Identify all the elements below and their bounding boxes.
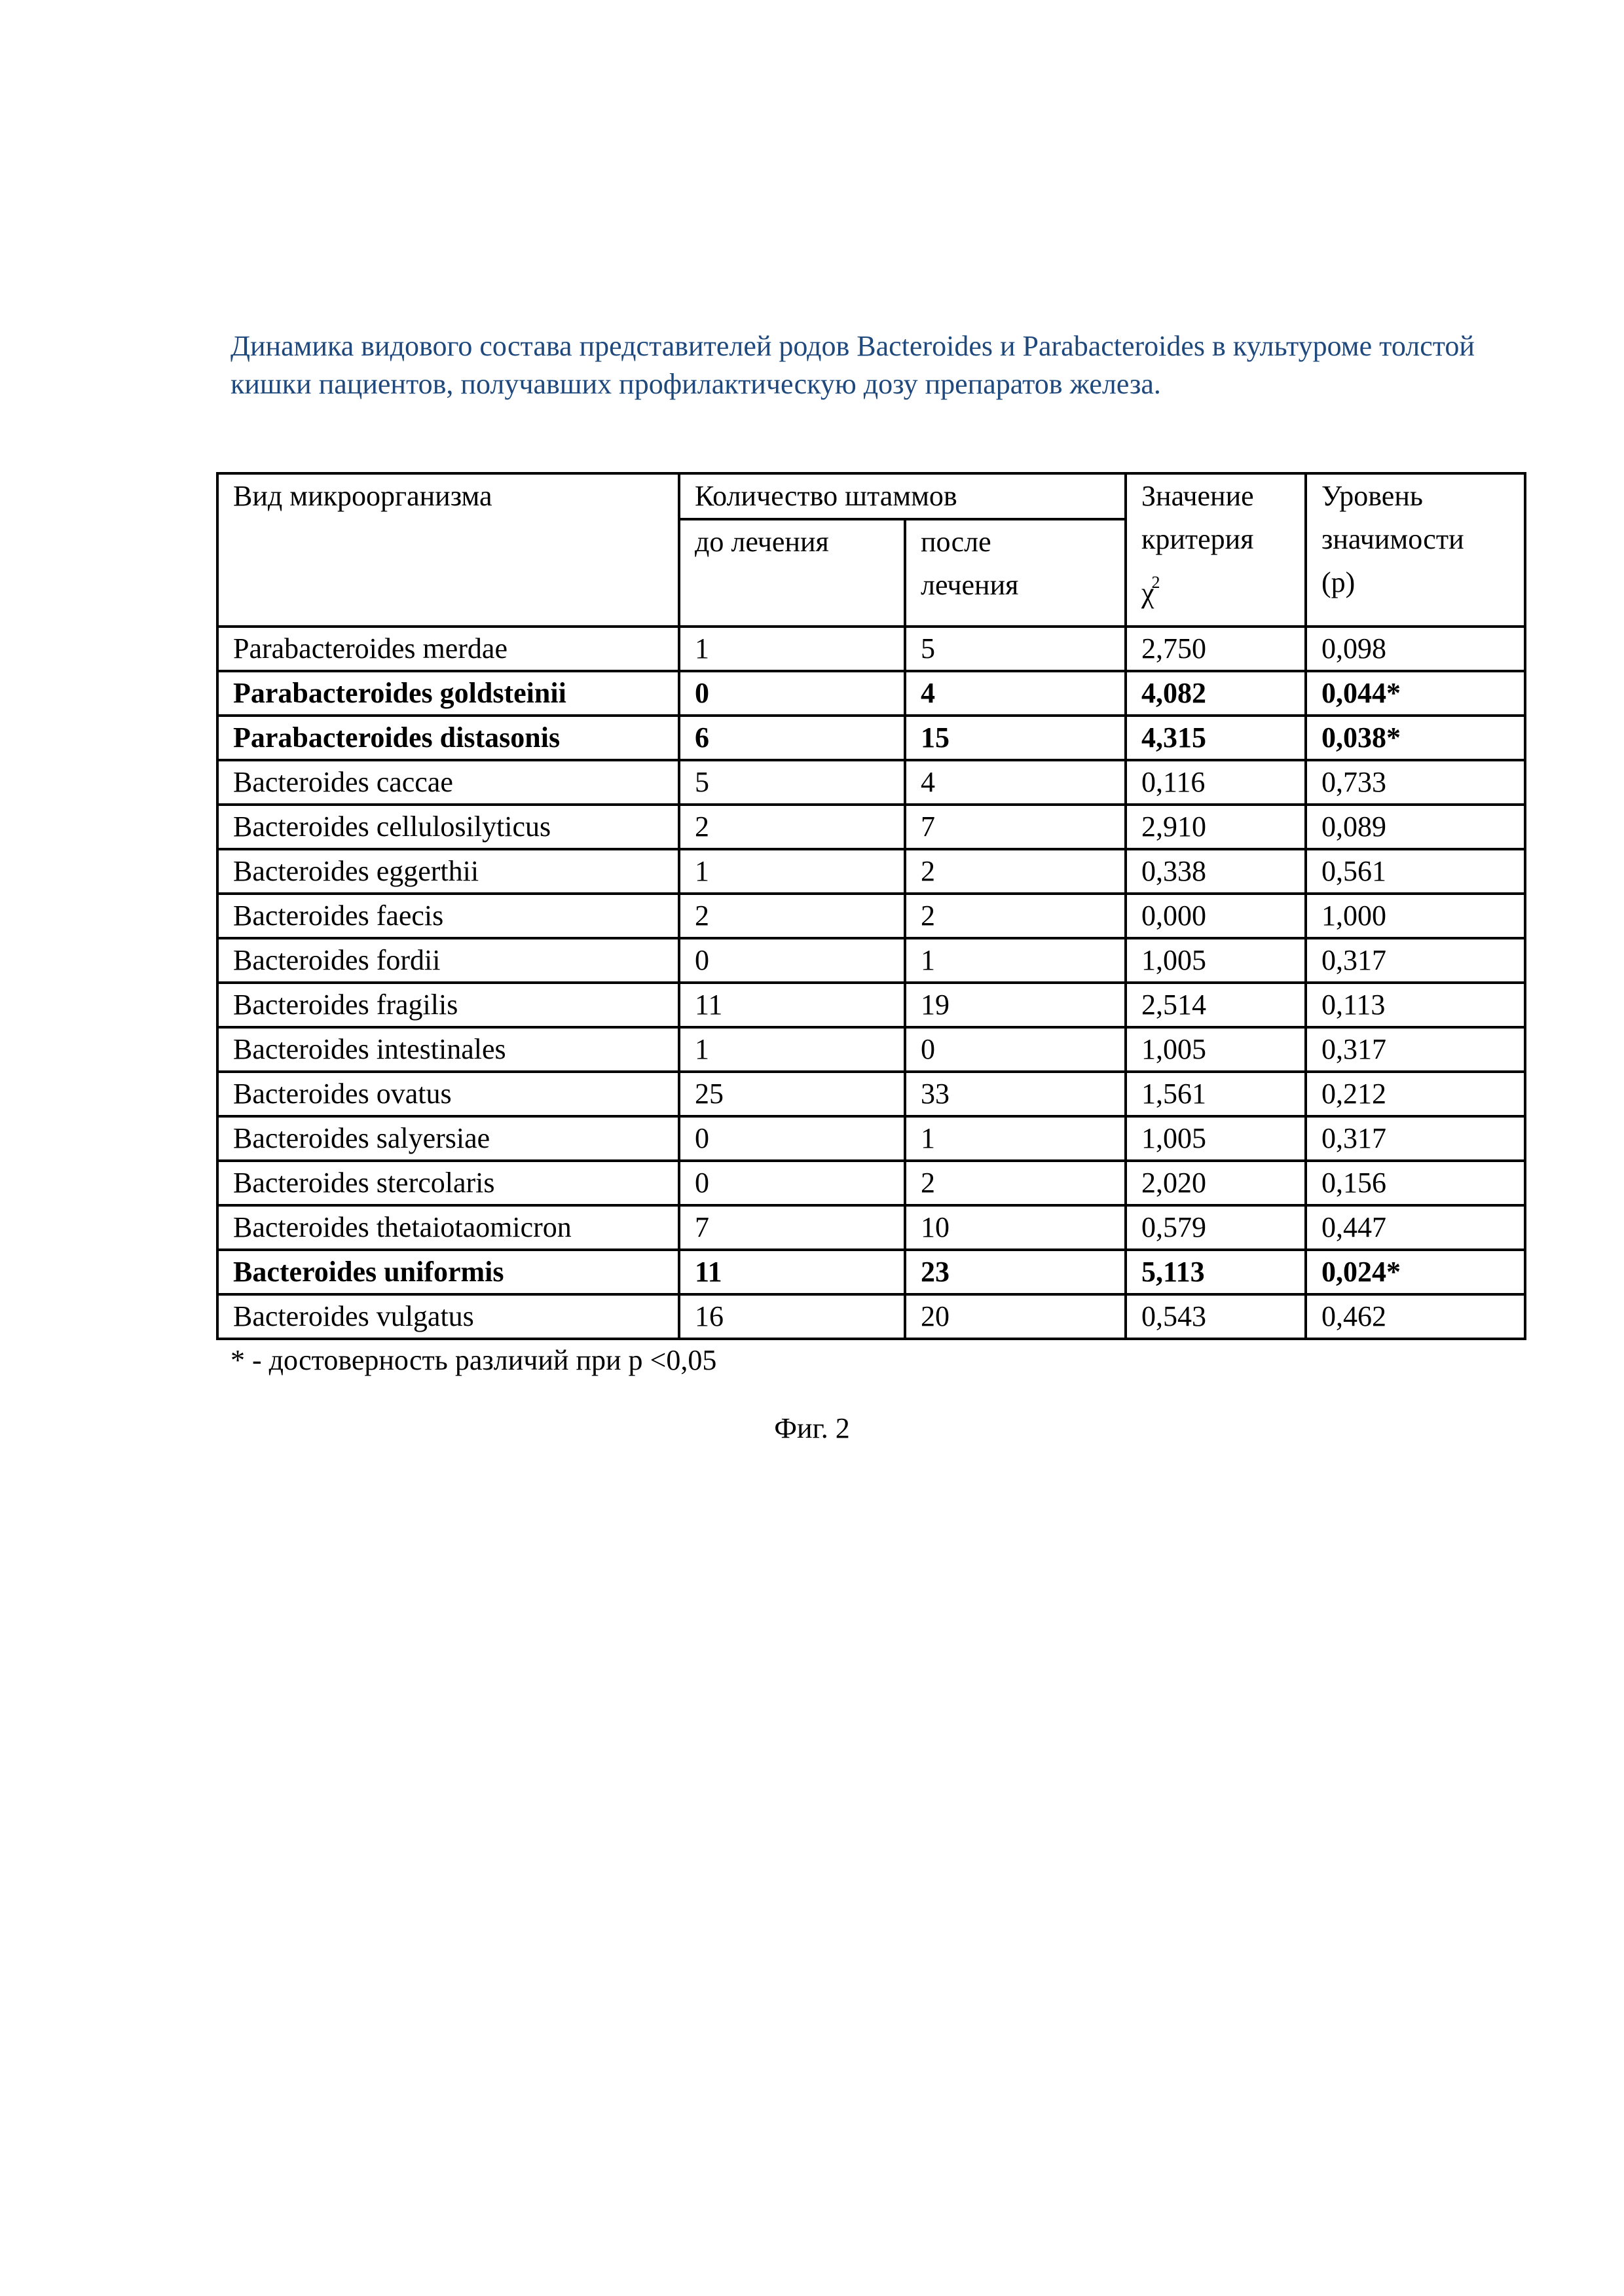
cell-species: Bacteroides intestinales (217, 1027, 679, 1072)
cell-p-value: 1,000 (1306, 894, 1525, 938)
cell-chi2: 2,750 (1126, 627, 1306, 671)
cell-species: Bacteroides fordii (217, 938, 679, 983)
table-row (217, 805, 1525, 849)
cell-before: 7 (679, 1205, 905, 1250)
table-row (217, 1072, 1525, 1116)
cell-before: 1 (679, 1027, 905, 1072)
cell-species: Bacteroides faecis (217, 894, 679, 938)
cell-p-value: 0,024* (1306, 1250, 1525, 1294)
table-row (217, 1294, 1525, 1339)
cell-before: 0 (679, 1161, 905, 1205)
cell-p-value: 0,447 (1306, 1205, 1525, 1250)
table-row (217, 627, 1525, 671)
table-row (217, 1161, 1525, 1205)
cell-chi2: 0,579 (1126, 1205, 1306, 1250)
cell-chi2: 2,020 (1126, 1161, 1306, 1205)
table-row (217, 760, 1525, 805)
cell-chi2: 0,338 (1126, 849, 1306, 894)
chi-symbol: χ (1141, 577, 1154, 609)
cell-after: 33 (905, 1072, 1126, 1116)
cell-p-value: 0,156 (1306, 1161, 1525, 1205)
header-strain-count: Количество штаммов (679, 473, 1126, 519)
cell-chi2: 1,561 (1126, 1072, 1306, 1116)
cell-chi2: 1,005 (1126, 1116, 1306, 1161)
table-row (217, 671, 1525, 716)
cell-species: Bacteroides vulgatus (217, 1294, 679, 1339)
cell-species: Bacteroides fragilis (217, 983, 679, 1027)
cell-after: 5 (905, 627, 1126, 671)
cell-before: 0 (679, 1116, 905, 1161)
cell-chi2: 0,543 (1126, 1294, 1306, 1339)
header-species: Вид микроорганизма (217, 473, 679, 627)
cell-p-value: 0,089 (1306, 805, 1525, 849)
cell-species: Parabacteroides distasonis (217, 716, 679, 760)
table-row (217, 1250, 1525, 1294)
cell-p-value: 0,044* (1306, 671, 1525, 716)
cell-chi2: 2,514 (1126, 983, 1306, 1027)
cell-before: 25 (679, 1072, 905, 1116)
cell-p-value: 0,113 (1306, 983, 1525, 1027)
cell-p-value: 0,317 (1306, 1116, 1525, 1161)
cell-chi2: 0,116 (1126, 760, 1306, 805)
species-table (216, 472, 1526, 1340)
table-row (217, 983, 1525, 1027)
cell-species: Bacteroides ovatus (217, 1072, 679, 1116)
cell-p-value: 0,212 (1306, 1072, 1525, 1116)
cell-chi2: 5,113 (1126, 1250, 1306, 1294)
cell-before: 0 (679, 671, 905, 716)
header-chi2: Значение критерия $\chi^2$ (1126, 473, 1306, 627)
cell-after: 1 (905, 938, 1126, 983)
footnote: * - достоверность различий при p <0,05 (231, 1344, 717, 1376)
cell-before: 11 (679, 1250, 905, 1294)
cell-before: 11 (679, 983, 905, 1027)
cell-chi2: 0,000 (1126, 894, 1306, 938)
table-row (217, 894, 1525, 938)
cell-species: Parabacteroides goldsteinii (217, 671, 679, 716)
cell-before: 6 (679, 716, 905, 760)
header-before: до лечения (679, 519, 905, 627)
cell-before: 16 (679, 1294, 905, 1339)
table-row (217, 849, 1525, 894)
cell-species: Parabacteroides merdae (217, 627, 679, 671)
cell-chi2: 1,005 (1126, 1027, 1306, 1072)
cell-p-value: 0,317 (1306, 938, 1525, 983)
cell-p-value: 0,038* (1306, 716, 1525, 760)
cell-species: Bacteroides caccae (217, 760, 679, 805)
cell-p-value: 0,561 (1306, 849, 1525, 894)
cell-species: Bacteroides uniformis (217, 1250, 679, 1294)
figure-label: Фиг. 2 (774, 1412, 850, 1444)
table-row (217, 1027, 1525, 1072)
cell-after: 10 (905, 1205, 1126, 1250)
cell-after: 2 (905, 1161, 1126, 1205)
cell-species: Bacteroides thetaiotaomicron (217, 1205, 679, 1250)
header-p-value: Уровень значимости (p) (1306, 473, 1525, 627)
cell-chi2: 4,315 (1126, 716, 1306, 760)
cell-p-value: 0,462 (1306, 1294, 1525, 1339)
cell-after: 20 (905, 1294, 1126, 1339)
cell-after: 15 (905, 716, 1126, 760)
cell-after: 4 (905, 760, 1126, 805)
cell-after: 19 (905, 983, 1126, 1027)
cell-p-value: 0,098 (1306, 627, 1525, 671)
cell-species: Bacteroides eggerthii (217, 849, 679, 894)
cell-species: Bacteroides salyersiae (217, 1116, 679, 1161)
cell-before: 5 (679, 760, 905, 805)
cell-species: Bacteroides stercolaris (217, 1161, 679, 1205)
cell-after: 0 (905, 1027, 1126, 1072)
table-row (217, 1205, 1525, 1250)
cell-after: 2 (905, 849, 1126, 894)
header-after: после лечения (905, 519, 1126, 627)
cell-after: 1 (905, 1116, 1126, 1161)
cell-p-value: 0,733 (1306, 760, 1525, 805)
cell-before: 1 (679, 849, 905, 894)
cell-before: 2 (679, 894, 905, 938)
cell-chi2: 1,005 (1126, 938, 1306, 983)
cell-after: 7 (905, 805, 1126, 849)
cell-before: 1 (679, 627, 905, 671)
cell-before: 0 (679, 938, 905, 983)
cell-before: 2 (679, 805, 905, 849)
table-row (217, 938, 1525, 983)
cell-chi2: 2,910 (1126, 805, 1306, 849)
cell-chi2: 4,082 (1126, 671, 1306, 716)
table-row (217, 1116, 1525, 1161)
cell-after: 4 (905, 671, 1126, 716)
cell-p-value: 0,317 (1306, 1027, 1525, 1072)
cell-after: 23 (905, 1250, 1126, 1294)
cell-species: Bacteroides cellulosilyticus (217, 805, 679, 849)
table-row (217, 716, 1525, 760)
table-caption: Динамика видового состава представителей родов Bacteroides и Parabacteroides в культуроме толстой кишки пациентов, получавших профилактическую дозу препаратов железа. (231, 330, 1475, 400)
cell-after: 2 (905, 894, 1126, 938)
